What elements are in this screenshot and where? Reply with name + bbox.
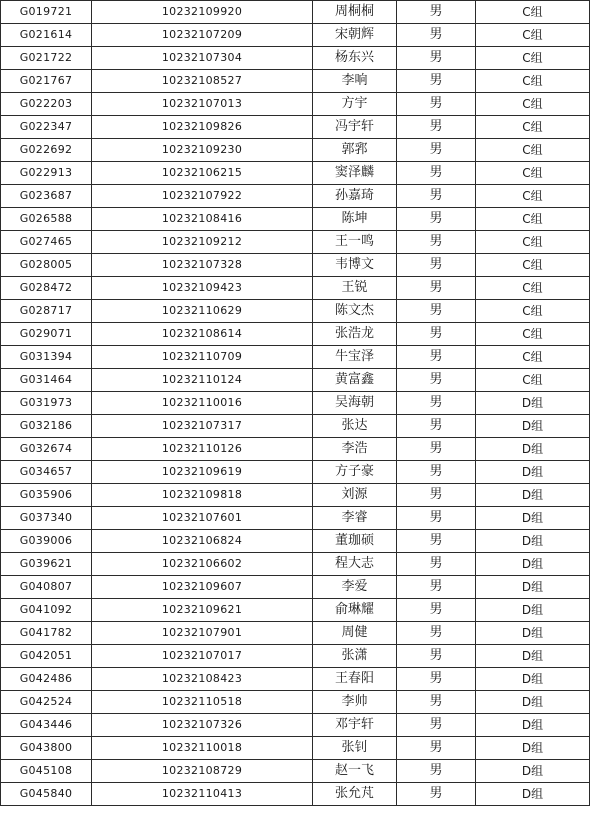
name-cell: 周健 <box>313 622 397 645</box>
group-cell: D组 <box>476 576 590 599</box>
table-row <box>1 392 590 415</box>
name-cell: 李爱 <box>313 576 397 599</box>
gender-cell: 男 <box>397 760 476 783</box>
name-cell: 冯宇轩 <box>313 116 397 139</box>
number-cell: 10232107317 <box>92 415 313 438</box>
gender-cell: 男 <box>397 47 476 70</box>
number-cell: 10232106215 <box>92 162 313 185</box>
number-cell: 10232107304 <box>92 47 313 70</box>
id-cell: G028005 <box>1 254 92 277</box>
table-row <box>1 1 590 24</box>
table-row <box>1 231 590 254</box>
table-row <box>1 415 590 438</box>
table-row <box>1 737 590 760</box>
id-cell: G028717 <box>1 300 92 323</box>
table-row <box>1 484 590 507</box>
group-cell: C组 <box>476 369 590 392</box>
gender-cell: 男 <box>397 116 476 139</box>
table-row <box>1 70 590 93</box>
group-cell: D组 <box>476 622 590 645</box>
name-cell: 黄富鑫 <box>313 369 397 392</box>
table-row <box>1 369 590 392</box>
id-cell: G032186 <box>1 415 92 438</box>
group-cell: C组 <box>476 116 590 139</box>
id-cell: G045108 <box>1 760 92 783</box>
gender-cell: 男 <box>397 622 476 645</box>
id-cell: G027465 <box>1 231 92 254</box>
gender-cell: 男 <box>397 369 476 392</box>
table-row <box>1 254 590 277</box>
gender-cell: 男 <box>397 415 476 438</box>
group-cell: C组 <box>476 300 590 323</box>
name-cell: 张浩龙 <box>313 323 397 346</box>
gender-cell: 男 <box>397 277 476 300</box>
id-cell: G031464 <box>1 369 92 392</box>
number-cell: 10232109818 <box>92 484 313 507</box>
id-cell: G021614 <box>1 24 92 47</box>
table-row <box>1 208 590 231</box>
table-row <box>1 346 590 369</box>
number-cell: 10232110629 <box>92 300 313 323</box>
name-cell: 牛宝泽 <box>313 346 397 369</box>
number-cell: 10232109826 <box>92 116 313 139</box>
id-cell: G032674 <box>1 438 92 461</box>
name-cell: 郭郛 <box>313 139 397 162</box>
name-cell: 程大志 <box>313 553 397 576</box>
id-cell: G042524 <box>1 691 92 714</box>
table-row <box>1 162 590 185</box>
id-cell: G031394 <box>1 346 92 369</box>
name-cell: 窦泽麟 <box>313 162 397 185</box>
id-cell: G022913 <box>1 162 92 185</box>
gender-cell: 男 <box>397 484 476 507</box>
number-cell: 10232108423 <box>92 668 313 691</box>
gender-cell: 男 <box>397 323 476 346</box>
group-cell: D组 <box>476 668 590 691</box>
name-cell: 宋朝辉 <box>313 24 397 47</box>
id-cell: G029071 <box>1 323 92 346</box>
number-cell: 10232106824 <box>92 530 313 553</box>
number-cell: 10232108729 <box>92 760 313 783</box>
number-cell: 10232110413 <box>92 783 313 806</box>
table-row <box>1 668 590 691</box>
group-cell: C组 <box>476 346 590 369</box>
group-cell: D组 <box>476 599 590 622</box>
name-cell: 董珈硕 <box>313 530 397 553</box>
number-cell: 10232109230 <box>92 139 313 162</box>
group-cell: C组 <box>476 24 590 47</box>
number-cell: 10232109619 <box>92 461 313 484</box>
id-cell: G022692 <box>1 139 92 162</box>
number-cell: 10232109621 <box>92 599 313 622</box>
gender-cell: 男 <box>397 139 476 162</box>
name-cell: 王春阳 <box>313 668 397 691</box>
number-cell: 10232107017 <box>92 645 313 668</box>
group-cell: C组 <box>476 254 590 277</box>
id-cell: G022347 <box>1 116 92 139</box>
group-cell: D组 <box>476 415 590 438</box>
gender-cell: 男 <box>397 737 476 760</box>
name-cell: 方子豪 <box>313 461 397 484</box>
group-cell: D组 <box>476 530 590 553</box>
id-cell: G021722 <box>1 47 92 70</box>
gender-cell: 男 <box>397 185 476 208</box>
name-cell: 王锐 <box>313 277 397 300</box>
id-cell: G022203 <box>1 93 92 116</box>
name-cell: 刘源 <box>313 484 397 507</box>
name-cell: 俞琳耀 <box>313 599 397 622</box>
name-cell: 张钊 <box>313 737 397 760</box>
gender-cell: 男 <box>397 438 476 461</box>
name-cell: 韦博文 <box>313 254 397 277</box>
id-cell: G037340 <box>1 507 92 530</box>
number-cell: 10232110124 <box>92 369 313 392</box>
id-cell: G021767 <box>1 70 92 93</box>
id-cell: G019721 <box>1 1 92 24</box>
group-cell: C组 <box>476 162 590 185</box>
table-row <box>1 438 590 461</box>
table-row <box>1 93 590 116</box>
name-cell: 李帅 <box>313 691 397 714</box>
id-cell: G043446 <box>1 714 92 737</box>
number-cell: 10232110126 <box>92 438 313 461</box>
table-row <box>1 300 590 323</box>
number-cell: 10232110709 <box>92 346 313 369</box>
group-cell: D组 <box>476 438 590 461</box>
gender-cell: 男 <box>397 668 476 691</box>
number-cell: 10232109212 <box>92 231 313 254</box>
id-cell: G041782 <box>1 622 92 645</box>
table-row <box>1 116 590 139</box>
gender-cell: 男 <box>397 691 476 714</box>
number-cell: 10232108614 <box>92 323 313 346</box>
number-cell: 10232107328 <box>92 254 313 277</box>
number-cell: 10232108527 <box>92 70 313 93</box>
number-cell: 10232110018 <box>92 737 313 760</box>
gender-cell: 男 <box>397 231 476 254</box>
gender-cell: 男 <box>397 553 476 576</box>
gender-cell: 男 <box>397 70 476 93</box>
group-cell: D组 <box>476 461 590 484</box>
gender-cell: 男 <box>397 576 476 599</box>
id-cell: G034657 <box>1 461 92 484</box>
group-cell: D组 <box>476 645 590 668</box>
name-cell: 赵一飞 <box>313 760 397 783</box>
table-row <box>1 714 590 737</box>
table-row <box>1 622 590 645</box>
name-cell: 孙嘉琦 <box>313 185 397 208</box>
id-cell: G026588 <box>1 208 92 231</box>
table-row <box>1 323 590 346</box>
number-cell: 10232108416 <box>92 208 313 231</box>
name-cell: 吴海朝 <box>313 392 397 415</box>
gender-cell: 男 <box>397 300 476 323</box>
gender-cell: 男 <box>397 24 476 47</box>
group-cell: C组 <box>476 139 590 162</box>
table-row <box>1 645 590 668</box>
table-row <box>1 783 590 806</box>
gender-cell: 男 <box>397 346 476 369</box>
name-cell: 方宇 <box>313 93 397 116</box>
group-cell: C组 <box>476 185 590 208</box>
gender-cell: 男 <box>397 783 476 806</box>
table-row <box>1 691 590 714</box>
table-row <box>1 185 590 208</box>
name-cell: 杨东兴 <box>313 47 397 70</box>
number-cell: 10232106602 <box>92 553 313 576</box>
gender-cell: 男 <box>397 93 476 116</box>
group-cell: D组 <box>476 714 590 737</box>
name-cell: 李浩 <box>313 438 397 461</box>
name-cell: 陈坤 <box>313 208 397 231</box>
number-cell: 10232107601 <box>92 507 313 530</box>
table-row <box>1 507 590 530</box>
id-cell: G045840 <box>1 783 92 806</box>
gender-cell: 男 <box>397 1 476 24</box>
gender-cell: 男 <box>397 392 476 415</box>
table-row <box>1 553 590 576</box>
name-cell: 王一鸣 <box>313 231 397 254</box>
table-row <box>1 530 590 553</box>
number-cell: 10232107922 <box>92 185 313 208</box>
group-cell: C组 <box>476 47 590 70</box>
id-cell: G031973 <box>1 392 92 415</box>
group-cell: C组 <box>476 323 590 346</box>
name-cell: 张潇 <box>313 645 397 668</box>
group-cell: D组 <box>476 507 590 530</box>
group-cell: D组 <box>476 484 590 507</box>
group-cell: C组 <box>476 93 590 116</box>
gender-cell: 男 <box>397 208 476 231</box>
gender-cell: 男 <box>397 530 476 553</box>
gender-cell: 男 <box>397 461 476 484</box>
group-cell: C组 <box>476 70 590 93</box>
number-cell: 10232107326 <box>92 714 313 737</box>
id-cell: G023687 <box>1 185 92 208</box>
table-row <box>1 760 590 783</box>
id-cell: G041092 <box>1 599 92 622</box>
name-cell: 李睿 <box>313 507 397 530</box>
roster-table-body <box>1 1 590 806</box>
id-cell: G035906 <box>1 484 92 507</box>
group-cell: C组 <box>476 231 590 254</box>
gender-cell: 男 <box>397 599 476 622</box>
group-cell: D组 <box>476 392 590 415</box>
id-cell: G042486 <box>1 668 92 691</box>
number-cell: 10232110016 <box>92 392 313 415</box>
gender-cell: 男 <box>397 254 476 277</box>
table-row <box>1 277 590 300</box>
id-cell: G040807 <box>1 576 92 599</box>
table-row <box>1 576 590 599</box>
name-cell: 邓宇轩 <box>313 714 397 737</box>
number-cell: 10232109920 <box>92 1 313 24</box>
group-cell: C组 <box>476 1 590 24</box>
group-cell: D组 <box>476 553 590 576</box>
number-cell: 10232107013 <box>92 93 313 116</box>
name-cell: 陈文杰 <box>313 300 397 323</box>
number-cell: 10232107901 <box>92 622 313 645</box>
table-row <box>1 24 590 47</box>
group-cell: D组 <box>476 783 590 806</box>
gender-cell: 男 <box>397 714 476 737</box>
id-cell: G028472 <box>1 277 92 300</box>
table-row <box>1 47 590 70</box>
group-cell: D组 <box>476 691 590 714</box>
id-cell: G039006 <box>1 530 92 553</box>
number-cell: 10232110518 <box>92 691 313 714</box>
gender-cell: 男 <box>397 162 476 185</box>
name-cell: 李响 <box>313 70 397 93</box>
name-cell: 张允芃 <box>313 783 397 806</box>
group-cell: C组 <box>476 277 590 300</box>
table-row <box>1 599 590 622</box>
name-cell: 张达 <box>313 415 397 438</box>
id-cell: G042051 <box>1 645 92 668</box>
gender-cell: 男 <box>397 645 476 668</box>
group-cell: D组 <box>476 760 590 783</box>
table-row <box>1 461 590 484</box>
name-cell: 周桐桐 <box>313 1 397 24</box>
id-cell: G039621 <box>1 553 92 576</box>
table-row <box>1 139 590 162</box>
group-cell: C组 <box>476 208 590 231</box>
number-cell: 10232109423 <box>92 277 313 300</box>
group-cell: D组 <box>476 737 590 760</box>
gender-cell: 男 <box>397 507 476 530</box>
number-cell: 10232107209 <box>92 24 313 47</box>
number-cell: 10232109607 <box>92 576 313 599</box>
id-cell: G043800 <box>1 737 92 760</box>
